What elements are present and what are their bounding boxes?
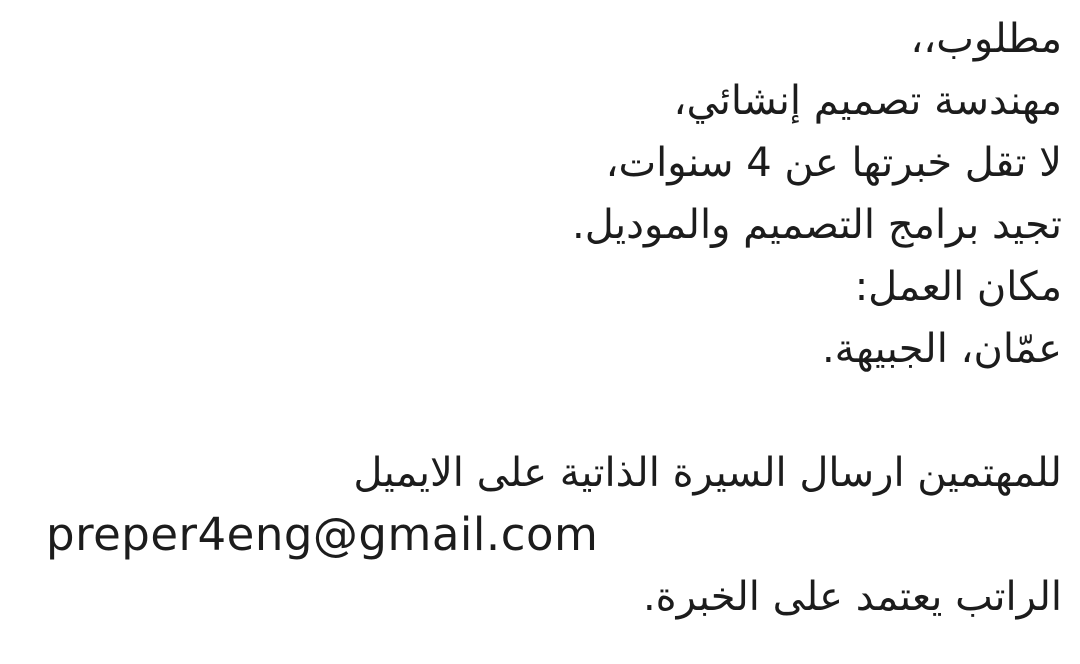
skills-requirement-line: تجيد برامج التصميم والموديل. <box>572 202 1062 248</box>
post-title: مطلوب،، <box>910 16 1062 62</box>
salary-note-line: الراتب يعتمد على الخبرة. <box>642 574 1062 620</box>
blank-line <box>46 380 1062 442</box>
apply-instruction-line: للمهتمين ارسال السيرة الذاتية على الايميل <box>353 450 1062 496</box>
location-label-line: مكان العمل: <box>854 264 1062 310</box>
contact-email-text: preper4eng@gmail.com <box>46 508 599 561</box>
experience-requirement-line: لا تقل خبرتها عن 4 سنوات، <box>605 140 1062 186</box>
location-line: عمّان، الجبيهة. <box>821 326 1062 372</box>
job-role-line: مهندسة تصميم إنشائي، <box>673 78 1062 124</box>
